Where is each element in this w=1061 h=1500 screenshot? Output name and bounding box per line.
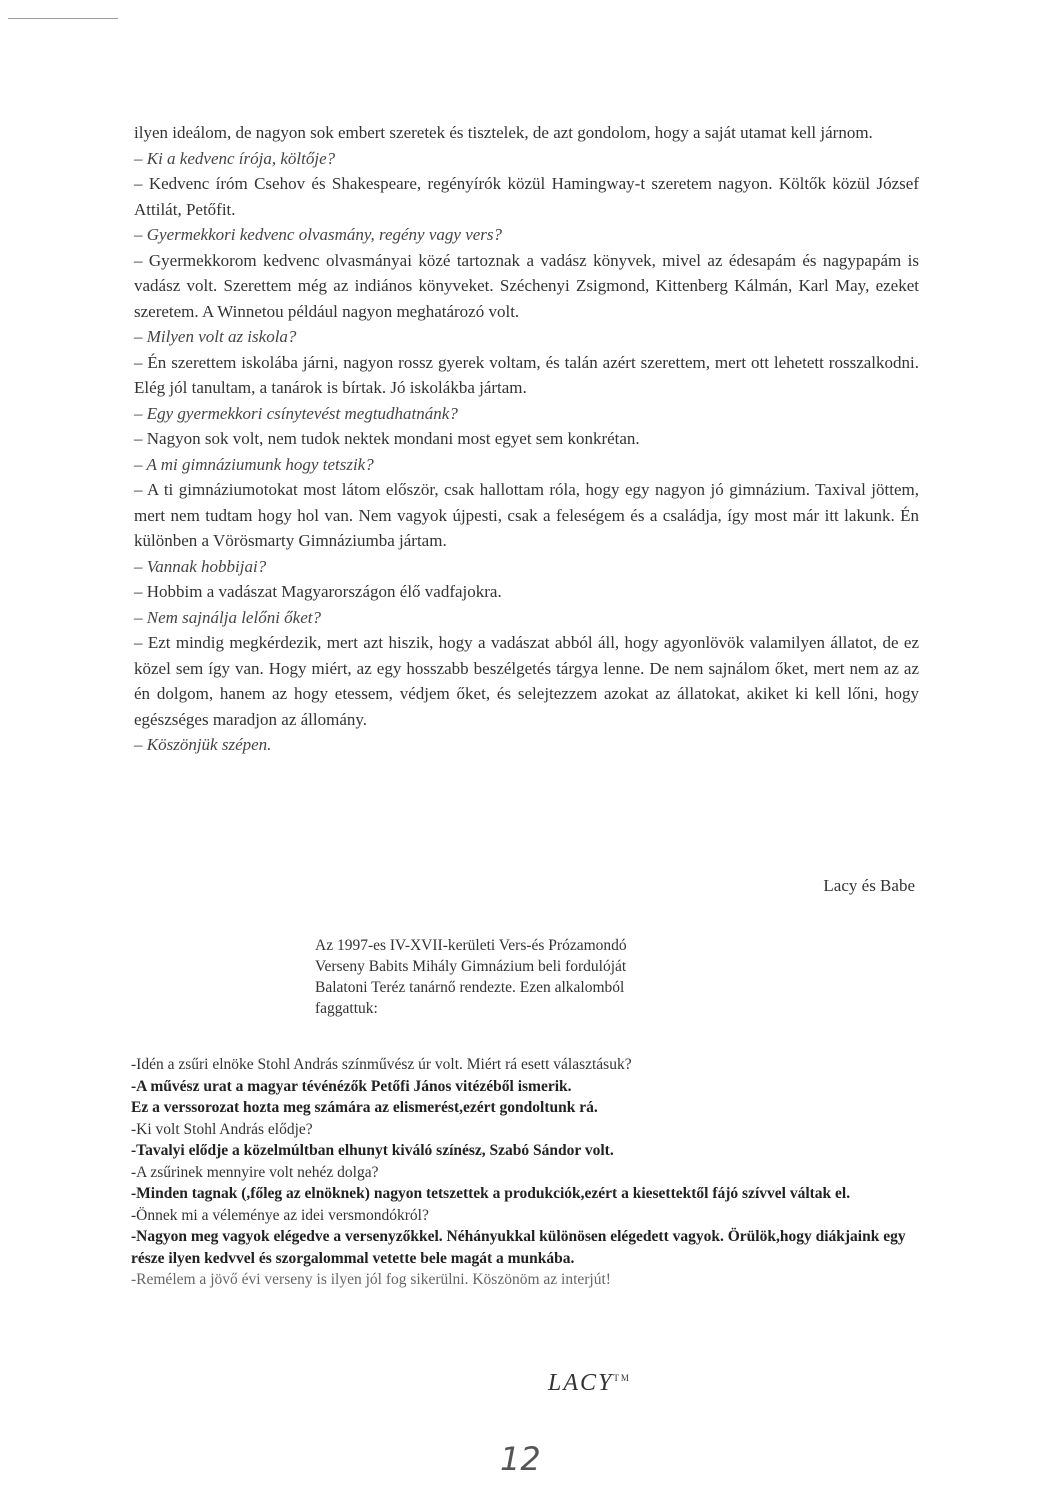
interview-answer: – Gyermekkorom kedvenc olvasmányai közé tartoznak a vadász könyvek, mivel az édesapám és nagypapám is vadász volt. Szerettem még az indiános könyveket. Széchenyi Zsigmond, Kittenberg Kálmán, Karl May, ezeket szeretem. A Winnetou például nagyon meghatározó volt. — [134, 250, 919, 321]
intro-line: Verseny Babits Mihály Gimnázium beli fordulóját — [315, 958, 627, 975]
interview-answer: – Nagyon sok volt, nem tudok nektek mondani most egyet sem konkrétan. — [134, 429, 640, 448]
interview-question: – A mi gimnáziumunk hogy tetszik? — [134, 454, 374, 474]
handwritten-signature-mark: TM — [613, 1373, 631, 1383]
interview-question: – Egy gyermekkori csínytevést megtudhatnánk? — [134, 403, 458, 423]
interview-line: -Nagyon meg vagyok elégedve a versenyzőkkel. Néhányukkal különösen elégedett vagyok. Örülök,hogy diákjaink egy része ilyen kedvvel és szorgalommal vetette bele magát a munkába. — [131, 1228, 906, 1267]
interview-line: -A művész urat a magyar tévénézők Petőfi János vitézéből ismerik. — [131, 1077, 572, 1095]
second-interview — [131, 1054, 921, 1291]
interview-question: – Milyen volt az iskola? — [134, 327, 297, 346]
intro-line: faggattuk: — [315, 1000, 378, 1017]
interview-question: – Vannak hobbijai? — [134, 556, 267, 576]
author-signature: Lacy és Babe — [823, 876, 915, 895]
interview-line: -Remélem a jövő évi verseny is ilyen jól fog sikerülni. Köszönöm az interjút! — [131, 1271, 611, 1288]
interview-answer: – Ezt mindig megkérdezik, mert azt hiszik, hogy a vadászat abból áll, hogy agyonlövök valamilyen állatot, de ez közel sem így van. Hogy miért, az egy hosszabb beszélgetés tárgya lenne. De nem sajnálom őket, mert nem az az én dolgom, hanem az hogy etessem, védjem őket, és selejtezzem azokat az állatokat, akiket ki kell lőni, hogy egészséges maradjon az állomány. — [134, 633, 919, 729]
interview-question: – Ki a kedvenc írója, költője? — [134, 148, 336, 168]
interview-text — [134, 120, 919, 758]
interview-line: -Tavalyi elődje a közelmúltban elhunyt kiváló színész, Szabó Sándor volt. — [131, 1142, 614, 1159]
interview-line: -A zsűrinek mennyire volt nehéz dolga? — [131, 1163, 379, 1181]
interview-answer: – Én szerettem iskolába járni, nagyon rossz gyerek voltam, és talán azért szerettem, mert ott lehetett rosszalkodni. Elég jól tanultam, a tanárok is bírtak. Jó iskolákba jártam. — [134, 352, 919, 397]
page-number: 12 — [500, 1440, 541, 1478]
interview-line: -Idén a zsűri elnöke Stohl András színművész úr volt. Miért rá esett választásuk? — [131, 1056, 632, 1073]
interview-answer: – Hobbim a vadászat Magyarországon élő vadfajokra. — [134, 582, 502, 601]
intro-line: Az 1997-es IV-XVII-kerületi Vers-és Prózamondó — [315, 937, 627, 954]
interview-answer: – A ti gimnáziumotokat most látom először, csak hallottam róla, hogy egy nagyon jó gimnázium. Taxival jöttem, mert nem tudtam hogy hol van. Nem vagyok újpesti, csak a feleségem és a családja, így most már itt lakunk. Én különben a Vörösmarty Gimnáziumba jártam. — [134, 480, 919, 550]
interview-question: – Köszönjük szépen. — [134, 735, 272, 754]
interview-question: – Nem sajnálja lelőni őket? — [134, 607, 321, 627]
interview-paragraph: ilyen ideálom, de nagyon sok embert szeretek és tisztelek, de azt gondolom, hogy a saját utamat kell járnom. — [134, 123, 873, 142]
intro-line: Balatoni Teréz tanárnő rendezte. Ezen alkalomból — [315, 979, 625, 996]
handwritten-signature — [548, 1370, 631, 1397]
handwritten-signature-text: LACY — [548, 1370, 614, 1396]
intro-paragraph — [315, 935, 745, 1019]
interview-answer: – Kedvenc íróm Csehov és Shakespeare, regényírók közül Hamingway-t szeretem nagyon. Költők közül József Attilát, Petőfit. — [134, 174, 919, 219]
interview-question: – Gyermekkori kedvenc olvasmány, regény vagy vers? — [134, 225, 503, 244]
interview-line: -Minden tagnak (,főleg az elnöknek) nagyon tetszettek a produkciók,ezért a kiesettektől fájó szívvel váltak el. — [131, 1185, 851, 1202]
interview-line: -Önnek mi a véleménye az idei versmondókról? — [131, 1206, 429, 1224]
top-rule — [8, 18, 118, 19]
interview-line: -Ki volt Stohl András elődje? — [131, 1120, 313, 1138]
interview-line: Ez a verssorozat hozta meg számára az elismerést,ezért gondoltunk rá. — [131, 1099, 598, 1116]
